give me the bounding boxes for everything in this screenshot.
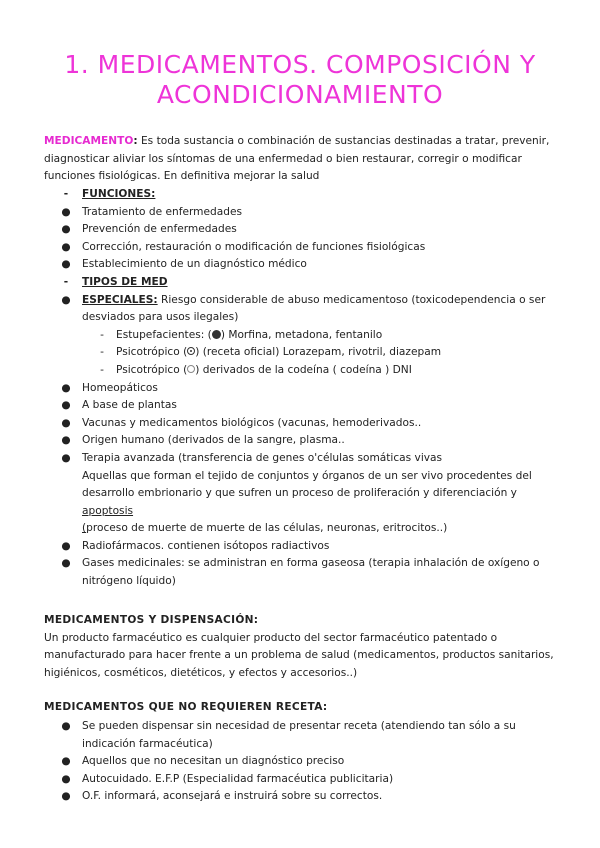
bullet-icon: ●: [61, 399, 71, 412]
terapia-detail: Aquellas que forman el tejido de conjuntos y órganos de un ser vivo procedentes del desarrollo embrionario y que sufren un proceso de proliferación y diferenciación y: [82, 469, 532, 500]
list-item: ● Radiofármacos. contienen isótopos radiactivos: [44, 538, 564, 556]
empty-circle-icon: [187, 365, 195, 373]
list-item: [44, 221, 564, 239]
page-title-line-2: ACONDICIONAMIENTO: [156, 80, 444, 109]
dotted-circle-icon: [187, 347, 195, 355]
bullet-icon: ●: [61, 416, 71, 429]
bullet-icon: ●: [61, 258, 71, 271]
list-item-terapia: ● Terapia avanzada (transferencia de genes o'células somáticas vivas Aquellas que forman el tejido de conjuntos y órganos de un ser vivo procedentes del desarrollo embrionario y que sufren un proceso de proliferación y diferenciación y apoptosis (proceso de muerte de muerte de las células, neuronas, eritrocitos..): [61, 451, 532, 535]
list-item: ● Aquellos que no necesitan un diagnóstico preciso: [44, 753, 564, 771]
funcion-text: Establecimiento de un diagnóstico médico: [82, 258, 307, 271]
apoptosis-term: apoptosis: [82, 504, 134, 517]
bullet-icon: ●: [61, 434, 71, 447]
bullet-icon: ●: [61, 755, 71, 768]
list-item: ● Origen humano (derivados de la sangre, plasma..: [44, 432, 564, 450]
bullet-icon: ●: [61, 205, 71, 218]
especiales-text: Riesgo considerable de abuso medicamentoso (toxicodependencia o ser desviados para usos ilegales): [82, 293, 546, 324]
list-item: [44, 239, 564, 257]
sub-dash: -: [100, 346, 104, 359]
especiales-sublist: [82, 327, 564, 380]
dispensacion-text: Un producto farmacéutico es cualquier producto del sector farmacéutico patentado o manufacturado para hacer frente a un problema de salud (medicamentos, productos sanitarios, higiénicos, cosméticos, dietéticos, y efectos y accesorios..): [44, 631, 554, 679]
list-item: ● A base de plantas: [44, 397, 564, 415]
bullet-icon: ●: [61, 772, 71, 785]
definition-term: MEDICAMENTO: [44, 135, 134, 147]
bullet-icon: ●: [61, 539, 71, 552]
funcion-text: Prevención de enfermedades: [82, 223, 237, 236]
funciones-heading-item: [44, 186, 564, 204]
functions-types-list: [44, 186, 564, 591]
sublist-item: - Psicotrópico ( ) derivados de la codeína ( codeína ) DNI: [82, 362, 564, 380]
list-item: ● Se pueden dispensar sin necesidad de presentar receta (atendiendo tan sólo a su indicación farmacéutica): [61, 720, 516, 750]
bullet-icon: ●: [61, 223, 71, 236]
list-item: [44, 256, 564, 274]
list-item: ● Homeopáticos: [44, 380, 564, 398]
sin-receta-heading: MEDICAMENTOS QUE NO REQUIEREN RECETA:: [44, 701, 328, 713]
bullet-icon: ●: [61, 240, 71, 253]
sublist-item: - Psicotrópico ( ) (receta oficial) Lorazepam, rivotril, diazepam: [82, 344, 564, 362]
especiales-label: ESPECIALES:: [82, 293, 158, 306]
filled-circle-icon: [212, 330, 221, 339]
tipos-heading: TIPOS DE MED: [82, 275, 168, 288]
dispensacion-section: [44, 612, 564, 682]
tipos-heading-item: [44, 274, 564, 292]
list-item: ● Gases medicinales: se administran en forma gaseosa (terapia inhalación de oxígeno o nitrógeno líquido): [61, 557, 540, 588]
sub-dash: -: [100, 363, 104, 376]
definition-colon: :: [133, 135, 138, 147]
dash-bullet: -: [63, 188, 69, 200]
list-item: ● Autocuidado. E.F.P (Especialidad farmacéutica publicitaria): [44, 771, 564, 789]
list-item-especiales: [44, 292, 564, 380]
bullet-icon: ●: [61, 557, 71, 570]
sub-dash: -: [100, 328, 104, 341]
dash-bullet: -: [63, 275, 69, 288]
dispensacion-heading: MEDICAMENTOS Y DISPENSACIÓN:: [44, 614, 259, 626]
bullet-icon: ●: [61, 790, 71, 803]
definition-paragraph: [44, 133, 564, 186]
definition-text: Es toda sustancia o combinación de sustancias destinadas a tratar, prevenir, diagnosticar aliviar los síntomas de una enfermedad o bien restaurar, corregir o modificar funciones fisiológicas. En definitiva mejorar la salud: [44, 135, 550, 183]
bullet-icon: ●: [61, 381, 71, 394]
funciones-heading: FUNCIONES:: [82, 188, 156, 200]
funcion-text: Corrección, restauración o modificación de funciones fisiológicas: [82, 240, 426, 253]
bullet-icon: ●: [61, 293, 71, 306]
sublist-item: - Estupefacientes: ( ) Morfina, metadona, fentanilo: [82, 327, 564, 345]
page-title-line-1: 1. MEDICAMENTOS. COMPOSICIÓN Y: [64, 50, 536, 79]
funcion-text: Tratamiento de enfermedades: [82, 205, 242, 218]
list-item: [44, 204, 564, 222]
list-item: ● O.F. informará, aconsejará e instruirá sobre su correctos.: [44, 788, 564, 806]
list-item: ● Vacunas y medicamentos biológicos (vacunas, hemoderivados..: [44, 415, 564, 433]
sin-receta-list: [44, 718, 564, 806]
bullet-icon: ●: [61, 451, 71, 464]
bullet-icon: ●: [61, 720, 71, 732]
